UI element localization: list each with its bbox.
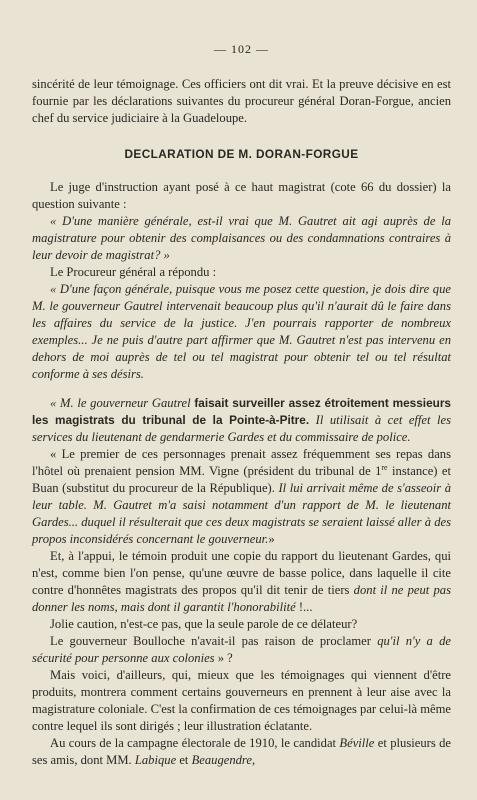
name-beville: Béville — [339, 736, 375, 750]
premier-close-quote: » — [268, 532, 275, 546]
premier-italic: Il lui arrivait même de s'asseoir à leur table. M. Gautret m'a saisi notamment d'un rapport de M. le lieutenant Gardes... duquel il résulterait que ces deux magistrats se seraient laissé aller à des propos inconsidérés concernant le gouverneur. — [32, 481, 451, 546]
campagne-and: et — [179, 753, 189, 767]
paragraph-rapport — [32, 548, 451, 616]
campagne-text-2: et plusieurs de ses amis, dont MM. — [32, 736, 451, 767]
rapport-italic: dont il ne peut pas donner les noms, mais dont il garantit l'honorabilité — [32, 583, 452, 614]
premier-superscript: re — [381, 462, 388, 472]
surveillance-emphasis: faisait surveiller assez étroitement messieurs les magistrats du tribunal de la Pointe-à-Pitre. — [32, 396, 451, 427]
answer-quote: « D'une façon générale, puisque vous me posez cette question, je dois dire que M. le gouverneur Gautrel intervenait beaucoup plus qu'il n'aurait dû le faire dans les affaires du service de la justice. J'en pourrais rapporter de nombreux exemples... Je ne puis d'autre part affirmer que M. Gautret n'est pas intervenu en dehors de moi auprès de tel ou tel magistrat pour obtenir tel ou tel résultat conforme à ses désirs. — [32, 282, 451, 381]
rapport-ellipsis: !... — [298, 600, 313, 614]
surveillance-quote-end: Il utilisait à cet effet les services du lieutenant de gendarmerie Gardes et du commissaire de police. — [32, 413, 451, 444]
name-labique: Labique — [134, 753, 177, 767]
campagne-text: Au cours de la campagne électorale de 1910, le candidat — [50, 736, 337, 750]
paragraph-answer-intro: Le Procureur général a répondu : — [50, 265, 217, 279]
paragraph-surveillance — [32, 395, 451, 446]
paragraph-question — [32, 213, 451, 264]
paragraph-gap — [32, 383, 451, 395]
paragraph-campagne — [32, 735, 451, 769]
boulloche-end: » ? — [217, 651, 233, 665]
premier-text: « Le premier de ces personnages prenait assez fréquemment ses repas dans l'hôtel où prenaient pension MM. Vigne (président du tribunal de 1 — [32, 447, 451, 478]
paragraph-boulloche — [32, 633, 451, 667]
question-quote: « D'une manière générale, est-il vrai que M. Gautret ait agi auprès de la magistrature pour obtenir des complaisances ou des condamnations contraires à leur devoir de magistrat? » — [32, 214, 451, 262]
paragraph-answer — [32, 281, 451, 383]
surveillance-quote-start: « M. le gouverneur Gautrel — [50, 396, 191, 410]
paragraph-premier — [32, 446, 451, 548]
rapport-text: Et, à l'appui, le témoin produit une copie du rapport du lieutenant Gardes, qui n'est, comme bien l'on pense, qu'une œuvre de basse police, dans laquelle il cite contre d'honnêtes magistrats des propos qu'il dit tenir de tiers — [32, 549, 451, 597]
name-beaugendre: Beaugendre, — [191, 753, 256, 767]
boulloche-text: Le gouverneur Boulloche n'avait-il pas raison de proclamer — [50, 634, 371, 648]
paragraph-question-intro: Le juge d'instruction ayant posé à ce haut magistrat (cote 66 du dossier) la question suivante : — [32, 180, 451, 211]
paragraph-intro: sincérité de leur témoignage. Ces officiers ont dit vrai. Et la preuve décisive en est fournie par les déclarations suivantes du procureur général Doran-Forgue, ancien chef du service judiciaire à la Guadeloupe. — [32, 77, 451, 125]
boulloche-italic: qu'il n'y a de sécurité pour personne aux colonies — [32, 634, 452, 665]
premier-text-2: instance) et Buan (substitut du procureur de la République). — [32, 464, 451, 495]
paragraph-caution: Jolie caution, n'est-ce pas, que la seule parole de ce délateur? — [50, 617, 358, 631]
section-heading: DECLARATION DE M. DORAN-FORGUE — [124, 147, 359, 161]
paragraph-mais-voici: Mais voici, d'ailleurs, qui, mieux que les témoignages qui viennent d'être produits, montrera comment certains gouverneurs en prennent à leur aise avec la magistrature coloniale. C'est la confirmation de ces témoignages par celui-là même contre lequel ils sont dirigés ; leur illustration éclatante. — [32, 668, 451, 733]
page-number: — 102 — — [214, 42, 269, 56]
